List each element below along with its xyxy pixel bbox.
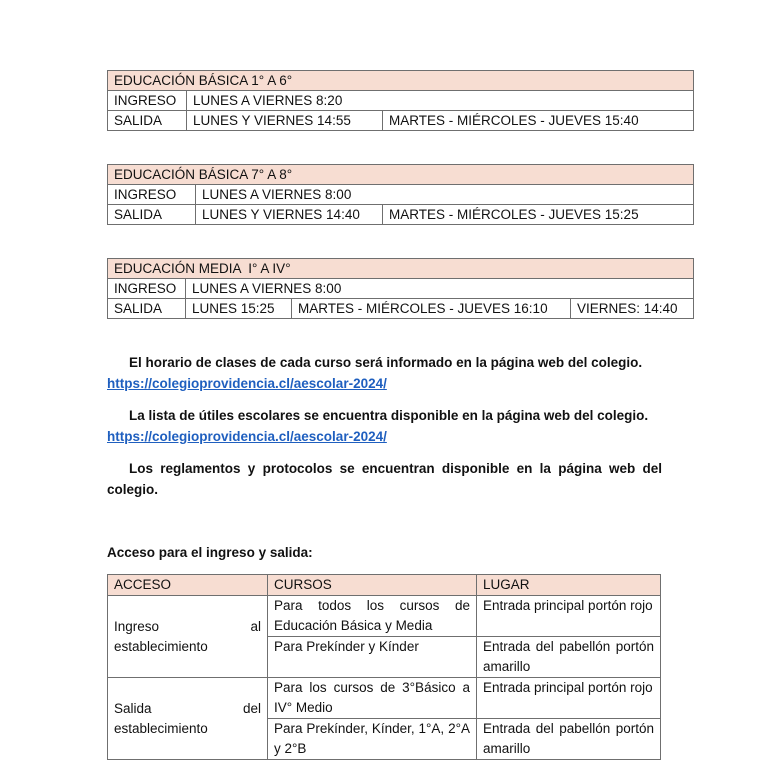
ingreso-label: INGRESO	[108, 91, 187, 111]
salida-label: SALIDA	[108, 111, 187, 131]
ingreso-time: LUNES A VIERNES 8:00	[196, 185, 694, 205]
schedule-title: EDUCACIÓN BÁSICA 7° A 8°	[108, 165, 694, 185]
horario-link[interactable]: https://colegioprovidencia.cl/aescolar-2024/	[107, 376, 387, 391]
schedule-table-basica-7-8	[107, 164, 694, 225]
salida-time: MARTES - MIÉRCOLES - JUEVES 15:40	[383, 111, 694, 131]
access-table	[107, 574, 661, 760]
header-lugar: LUGAR	[477, 575, 661, 596]
schedule-table-media	[107, 258, 694, 319]
schedule-table-basica-1-6	[107, 70, 694, 131]
utiles-paragraph	[107, 405, 662, 447]
salida-time: MARTES - MIÉRCOLES - JUEVES 15:25	[383, 205, 694, 225]
table-row	[108, 596, 661, 637]
cursos-cell: Para todos los cursos de Educación Básica y Media	[268, 596, 477, 637]
cursos-cell: Para Prekínder, Kínder, 1°A, 2°A y 2°B	[268, 719, 477, 760]
cursos-cell: Para los cursos de 3°Básico a IV° Medio	[268, 678, 477, 719]
salida-time: LUNES 15:25	[186, 299, 292, 319]
horario-paragraph	[107, 352, 662, 394]
reglamentos-text: Los reglamentos y protocolos se encuentran disponible en la página web del colegio.	[107, 461, 662, 497]
salida-time: LUNES Y VIERNES 14:40	[196, 205, 383, 225]
salida-time: LUNES Y VIERNES 14:55	[187, 111, 383, 131]
salida-time: MARTES - MIÉRCOLES - JUEVES 16:10	[292, 299, 571, 319]
lugar-cell: Entrada principal portón rojo	[477, 678, 661, 719]
lugar-cell: Entrada principal portón rojo	[477, 596, 661, 637]
salida-label: SALIDA	[108, 299, 186, 319]
header-acceso: ACCESO	[108, 575, 268, 596]
salida-label: SALIDA	[108, 205, 196, 225]
cursos-cell: Para Prekínder y Kínder	[268, 637, 477, 678]
salida-time: VIERNES: 14:40	[571, 299, 694, 319]
horario-text: El horario de clases de cada curso será informado en la página web del colegio.	[129, 355, 643, 370]
header-cursos: CURSOS	[268, 575, 477, 596]
schedule-title: EDUCACIÓN MEDIA I° A IV°	[108, 259, 694, 279]
ingreso-time: LUNES A VIERNES 8:20	[187, 91, 694, 111]
utiles-link[interactable]: https://colegioprovidencia.cl/aescolar-2024/	[107, 429, 387, 444]
acceso-salida-label: Salida del establecimiento	[108, 678, 268, 760]
access-heading: Acceso para el ingreso y salida:	[107, 545, 313, 560]
ingreso-label: INGRESO	[108, 279, 186, 299]
acceso-ingreso-label: Ingreso al establecimiento	[108, 596, 268, 678]
lugar-cell: Entrada del pabellón portón amarillo	[477, 719, 661, 760]
utiles-text: La lista de útiles escolares se encuentra disponible en la página web del colegio.	[129, 408, 649, 423]
ingreso-label: INGRESO	[108, 185, 196, 205]
schedule-title: EDUCACIÓN BÁSICA 1° A 6°	[108, 71, 694, 91]
reglamentos-paragraph	[107, 458, 662, 500]
lugar-cell: Entrada del pabellón portón amarillo	[477, 637, 661, 678]
table-row	[108, 678, 661, 719]
ingreso-time: LUNES A VIERNES 8:00	[186, 279, 694, 299]
